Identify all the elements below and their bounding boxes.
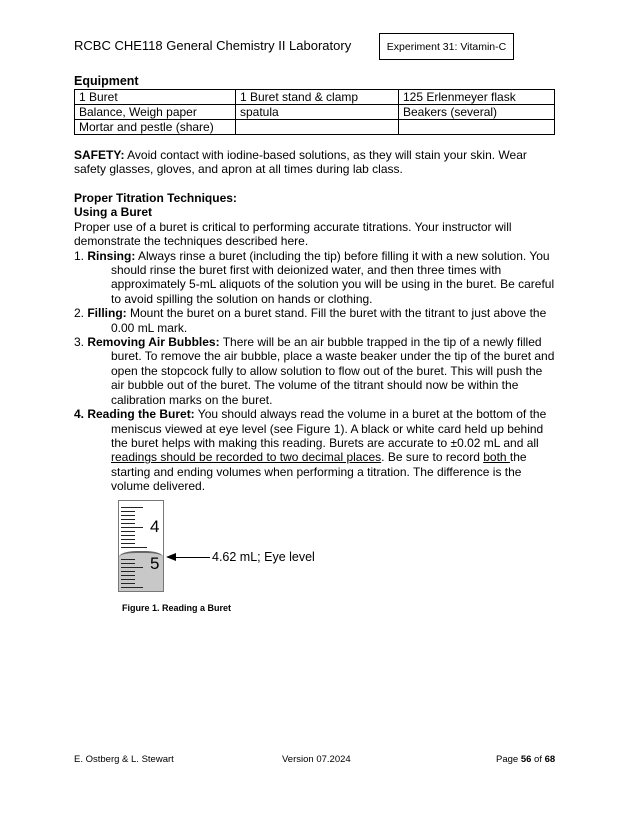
footer-version: Version 07.2024 (282, 754, 351, 765)
arrow-line (176, 557, 210, 558)
step-text: the starting and ending volumes when performing a titration. The difference is the volume delivered. (111, 450, 527, 494)
buret-tick (121, 527, 143, 528)
techniques-section (74, 191, 558, 494)
buret-tick (121, 583, 135, 584)
table-cell: 1 Buret stand & clamp (236, 90, 399, 105)
buret-tick (121, 579, 135, 580)
step-text: You should always read the volume in a buret at the bottom of the meniscus viewed at eye level (see Figure 1). A black or white card held up behind the buret helps with making this reading. Burets are accurate to ±0.02 mL and all (111, 407, 547, 450)
underlined-text: both (483, 450, 510, 465)
buret-figure (118, 500, 164, 592)
buret-tick (121, 507, 143, 508)
page-current: 56 (520, 754, 532, 765)
table-cell (236, 120, 399, 135)
buret-tick (121, 571, 135, 572)
footer-page (496, 754, 555, 765)
buret-tick (121, 531, 135, 532)
buret-mark-4: 4 (150, 517, 160, 536)
table-cell: Beakers (several) (399, 105, 555, 120)
table-cell: 125 Erlenmeyer flask (399, 90, 555, 105)
buret-tick (121, 515, 135, 516)
page-of: of (531, 754, 545, 765)
step-label: Filling: (87, 306, 127, 321)
figure-caption: Figure 1. Reading a Buret (122, 603, 232, 613)
step-text: Always rinse a buret (including the tip) before filling it with a new solution. You should rinse the buret first with deionized water, and then three times with approximately 5-mL aliquots of the solution you will be using in the buret. Be careful to avoid spilling the solution on hands or clothing. (111, 248, 555, 306)
buret-tick (121, 539, 135, 540)
equipment-table (74, 89, 555, 135)
table-row (75, 120, 555, 135)
reading-label: 4.62 mL; Eye level (212, 550, 315, 564)
buret-tick (121, 523, 135, 524)
table-cell (399, 120, 555, 135)
step-text: . Be sure to record (381, 450, 484, 465)
list-number: 3. (74, 335, 88, 350)
list-item (74, 249, 558, 307)
table-cell: Balance, Weigh paper (75, 105, 236, 120)
page-total: 68 (544, 754, 556, 765)
list-item (74, 335, 558, 407)
table-row (75, 105, 555, 120)
buret-tick (121, 559, 135, 560)
page-prefix: Page (496, 754, 521, 765)
footer-authors: E. Ostberg & L. Stewart (74, 754, 174, 765)
step-label: Reading the Buret: (87, 407, 195, 422)
buret-tick (121, 587, 143, 588)
list-number: 4. (74, 407, 88, 422)
buret-tick (121, 543, 135, 544)
table-cell: 1 Buret (75, 90, 236, 105)
underlined-text: readings should be recorded to two decimal places (111, 450, 382, 465)
equipment-heading: Equipment (74, 74, 139, 88)
step-label: Rinsing: (87, 248, 136, 263)
list-item (74, 306, 558, 335)
techniques-heading: Proper Titration Techniques: (74, 191, 237, 205)
buret-mark-5: 5 (150, 554, 160, 573)
table-row (75, 90, 555, 105)
safety-label: SAFETY: (74, 148, 125, 162)
list-number: 2. (74, 306, 88, 321)
buret-tick (121, 563, 135, 564)
list-number: 1. (74, 248, 88, 263)
safety-text: Avoid contact with iodine-based solutions, as they will stain your skin. Wear safety glasses, gloves, and apron at all times during lab class. (74, 148, 527, 177)
arrow-left-icon (166, 553, 176, 561)
buret-tick (121, 519, 135, 520)
table-cell: spatula (236, 105, 399, 120)
step-text: Mount the buret on a buret stand. Fill the buret with the titrant to just above the 0.00 mL mark. (111, 306, 547, 335)
step-label: Removing Air Bubbles: (87, 335, 220, 350)
buret-tick (121, 547, 147, 548)
buret-subheading: Using a Buret (74, 205, 153, 220)
safety-paragraph (74, 148, 558, 177)
step-text: There will be an air bubble trapped in the tip of a newly filled buret. To remove the air bubble, place a waste beaker under the tip of the buret and open the stopcock fully to allow solution to flow out of the buret. This will push the air bubble out of the buret. The volume of the titrant should now be within the calibration marks on the buret. (111, 335, 555, 407)
table-cell: Mortar and pestle (share) (75, 120, 236, 135)
list-item (74, 407, 558, 493)
header-title: RCBC CHE118 General Chemistry II Laboratory (74, 38, 352, 53)
buret-tick (121, 511, 135, 512)
buret-tick (121, 535, 135, 536)
buret-tick (121, 567, 143, 568)
buret-tick (121, 575, 135, 576)
experiment-label: Experiment 31: Vitamin-C (379, 33, 514, 60)
intro-paragraph: Proper use of a buret is critical to performing accurate titrations. Your instructor will demonstrate the techniques described here. (74, 219, 512, 249)
